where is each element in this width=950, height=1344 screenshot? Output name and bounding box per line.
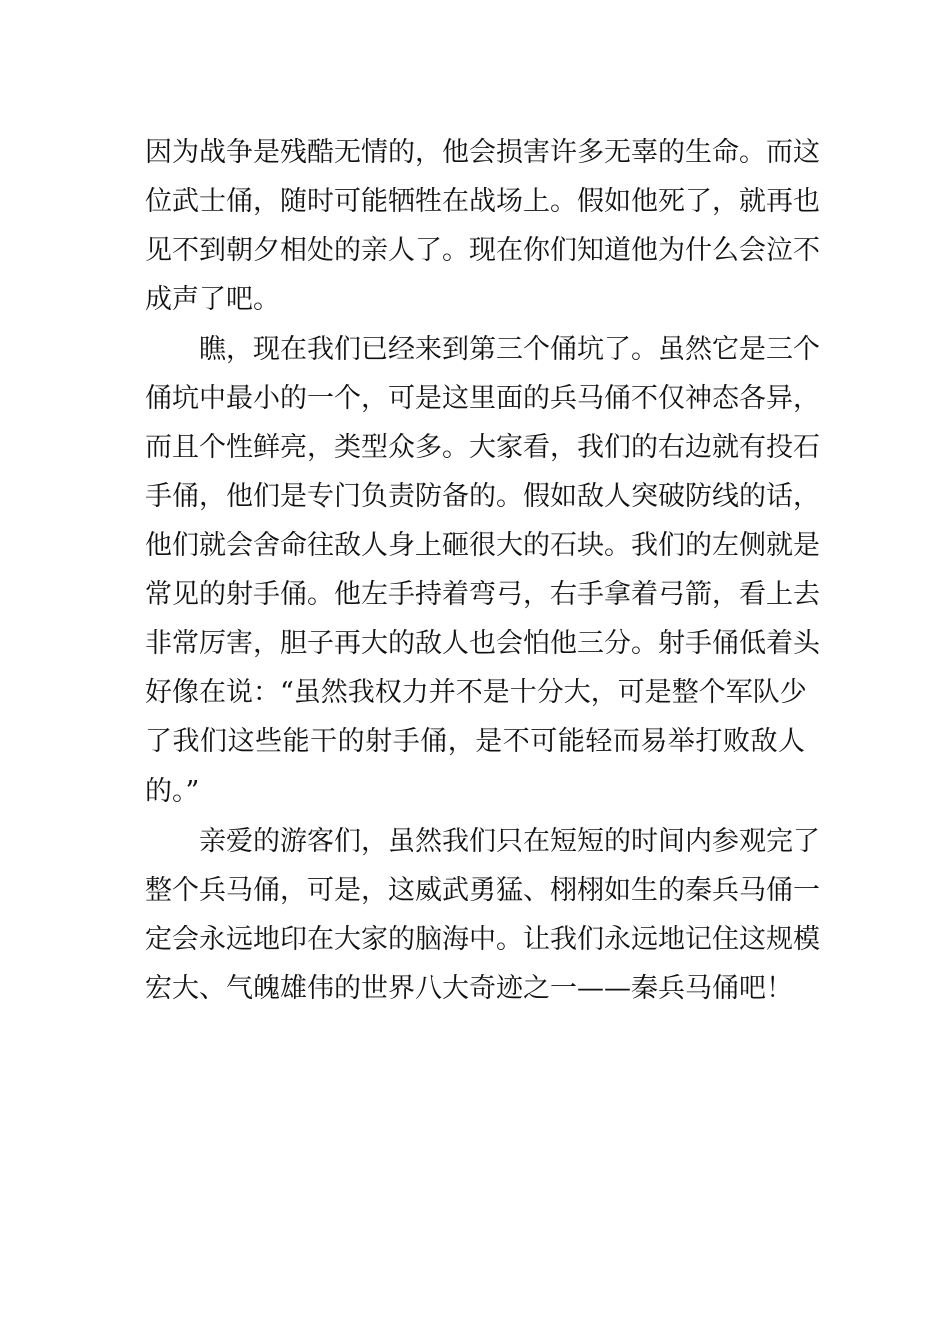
text-line: 而且个性鲜亮，类型众多。大家看，我们的右边就有投石 [145, 432, 820, 463]
text-line: 成声了吧。 [145, 284, 280, 315]
text-line: 常见的射手俑。他左手持着弯弓，右手拿着弓箭，看上去 [145, 579, 820, 610]
text-line: 的。” [145, 776, 200, 807]
text-line: 亲爱的游客们，虽然我们只在短短的时间内参观完了 [199, 826, 820, 857]
text-line: 非常厉害，胆子再大的敌人也会怕他三分。射手俑低着头 [145, 628, 820, 659]
text-line: 瞧，现在我们已经来到第三个俑坑了。虽然它是三个 [199, 334, 820, 365]
text-line: 他们就会舍命往敌人身上砸很大的石块。我们的左侧就是 [145, 530, 820, 561]
text-line: 定会永远地印在大家的脑海中。让我们永远地记住这规模 [145, 924, 820, 955]
text-line: 宏大、气魄雄伟的世界八大奇迹之一——秦兵马俑吧！ [145, 973, 793, 1004]
text-line: 因为战争是残酷无情的，他会损害许多无辜的生命。而这 [145, 137, 820, 168]
text-line: 了我们这些能干的射手俑，是不可能轻而易举打败敌人 [145, 726, 805, 757]
text-line: 俑坑中最小的一个，可是这里面的兵马俑不仅神态各异， [145, 383, 820, 414]
text-line: 手俑，他们是专门负责防备的。假如敌人突破防线的话， [145, 481, 820, 512]
text-line: 见不到朝夕相处的亲人了。现在你们知道他为什么会泣不 [145, 235, 820, 266]
text-line: 整个兵马俑，可是，这威武勇猛、栩栩如生的秦兵马俑一 [145, 875, 820, 906]
text-line: 好像在说：“虽然我权力并不是十分大，可是整个军队少 [145, 677, 807, 708]
text-line: 位武士俑，随时可能牺牲在战场上。假如他死了，就再也 [145, 186, 820, 217]
